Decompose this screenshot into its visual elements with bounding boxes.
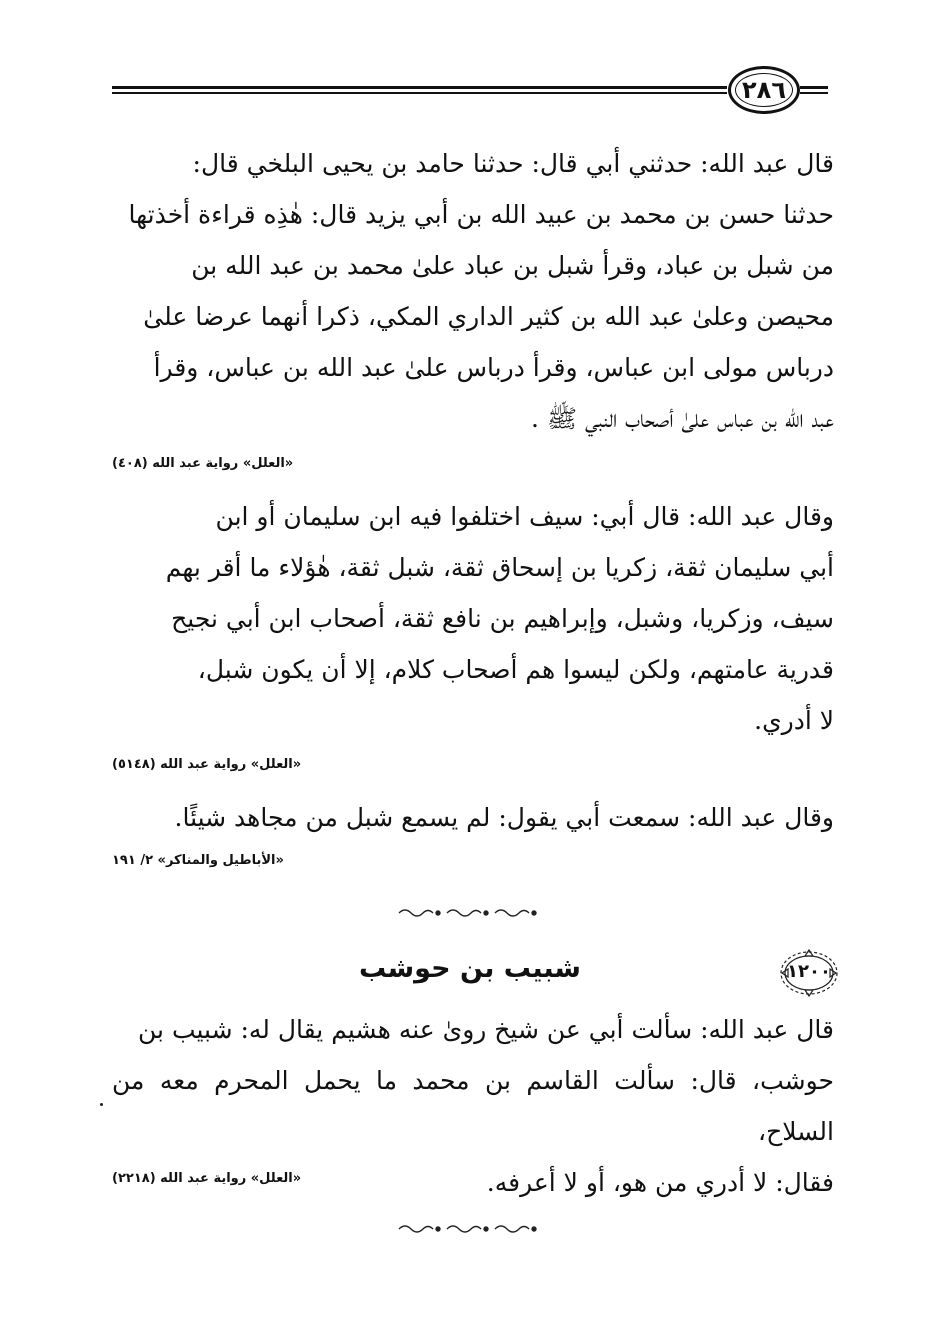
text-line: سيف، وزكريا، وشبل، وإبراهيم بن نافع ثقة، أصحاب ابن أبي نجيح bbox=[171, 604, 834, 633]
paragraph-1 bbox=[112, 138, 834, 444]
text-line: حدثنا حسن بن محمد بن عبيد الله بن أبي يزيد قال: هٰذِه قراءة أخذتها bbox=[128, 200, 834, 229]
text-line: أبي سليمان ثقة، زكريا بن إسحاق ثقة، شبل ثقة، هٰؤلاء ما أقر بهم bbox=[165, 553, 834, 582]
text-line: وقال عبد الله: سمعت أبي يقول: لم يسمع شبل من مجاهد شيئًا. bbox=[174, 803, 834, 832]
source-citation-3: «الأباطيل والمناكر» ٢/ ١٩١ bbox=[112, 853, 284, 868]
text-line: قدرية عامتهم، ولكن ليسوا هم أصحاب كلام، إلا أن يكون شبل، bbox=[197, 655, 834, 684]
header-rule-end bbox=[800, 86, 828, 96]
text-line: درباس مولى ابن عباس، وقرأ درباس علىٰ عبد الله بن عباس، وقرأ bbox=[153, 353, 834, 382]
page-number-badge bbox=[728, 66, 800, 114]
paragraph-2 bbox=[112, 491, 834, 746]
ornament-divider bbox=[395, 1222, 545, 1236]
source-citation-4: «العلل» رواية عبد الله (٢٢١٨) bbox=[112, 1171, 302, 1186]
print-speck bbox=[100, 1103, 103, 1106]
text-line: وقال عبد الله: قال أبي: سيف اختلفوا فيه ابن سليمان أو ابن bbox=[215, 502, 834, 531]
text-line: من شبل بن عباد، وقرأ شبل بن عباد علىٰ محمد بن عبد الله بن bbox=[191, 251, 834, 280]
entry-number: ١٢٠٠ bbox=[787, 961, 831, 982]
paragraph-3 bbox=[112, 792, 834, 843]
text-line: قال عبد الله: سألت أبي عن شيخ روىٰ عنه هشيم يقال له: شبيب بن bbox=[138, 1015, 834, 1044]
text-line: حوشب، قال: سألت القاسم بن محمد ما يحمل المحرم معه من السلاح، bbox=[112, 1066, 834, 1146]
text-line: فقال: لا أدري من هو، أو لا أعرفه. bbox=[486, 1168, 834, 1197]
entry-title: شبيب بن حوشب bbox=[359, 953, 581, 984]
text-line: عبد الله بن عباس علىٰ أصحاب النبي ﷺ . bbox=[530, 404, 834, 433]
text-line: لا أدري. bbox=[754, 706, 834, 735]
source-citation-1: «العلل» رواية عبد الله (٤٠٨) bbox=[112, 456, 294, 471]
entry-number-badge bbox=[776, 948, 842, 998]
header-rule bbox=[112, 86, 727, 96]
source-citation-2: «العلل» رواية عبد الله (٥١٤٨) bbox=[112, 757, 302, 772]
text-line: قال عبد الله: حدثني أبي قال: حدثنا حامد بن يحيى البلخي قال: bbox=[192, 149, 834, 178]
ornament-divider bbox=[395, 906, 545, 920]
text-line: محيصن وعلىٰ عبد الله بن كثير الداري المكي، ذكرا أنهما عرضا علىٰ bbox=[143, 302, 834, 331]
page-number: ٢٨٦ bbox=[742, 76, 786, 104]
